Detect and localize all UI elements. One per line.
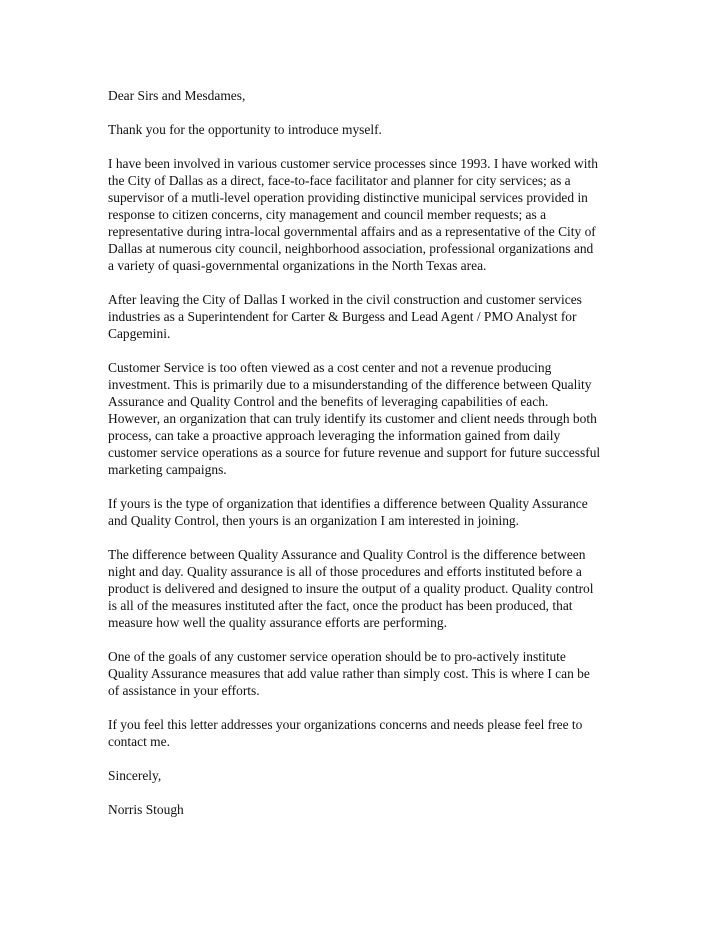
- intro-paragraph: Thank you for the opportunity to introduce myself.: [108, 122, 382, 137]
- customer-service-paragraph: Customer Service is too often viewed as a cost center and not a revenue producing investment. This is primarily due to a misunderstanding of the difference between Quality Assurance and Quality Control and the benefits of leveraging capabilities of each. However, an organization that can truly identify its customer and client needs through both process, can take a proactive approach leveraging the information gained from daily customer service operations as a source for future revenue and support for future successful marketing campaigns.: [108, 360, 601, 477]
- after-dallas-paragraph: After leaving the City of Dallas I worked in the civil construction and customer services industries as a Superintendent for Carter & Burgess and Lead Agent / PMO Analyst for Capgemini.: [108, 292, 582, 341]
- signature-name: Norris Stough: [108, 802, 184, 817]
- cover-letter: [108, 87, 626, 835]
- experience-paragraph: I have been involved in various customer service processes since 1993. I have worked with the City of Dallas as a direct, face-to-face facilitator and planner for city services; as a supervisor of a mutli-level operation providing distinctive municipal services provided in response to citizen concerns, city management and council member requests; as a representative during intra-local governmental affairs and as a representative of the City of Dallas at numerous city council, neighborhood association, professional organizations and a variety of quasi-governmental organizations in the North Texas area.: [108, 156, 598, 273]
- goals-paragraph: One of the goals of any customer service operation should be to pro-actively institute Quality Assurance measures that add value rather than simply cost. This is where I can be of assistance in your efforts.: [108, 649, 590, 698]
- if-yours-paragraph: If yours is the type of organization that identifies a difference between Quality Assurance and Quality Control, then yours is an organization I am interested in joining.: [108, 496, 588, 528]
- contact-paragraph: If you feel this letter addresses your organizations concerns and needs please feel free to contact me.: [108, 717, 583, 749]
- difference-paragraph: The difference between Quality Assurance and Quality Control is the difference between night and day. Quality assurance is all of those procedures and efforts instituted before a product is delivered and designed to insure the output of a quality product. Quality control is all of the measures instituted after the fact, once the product has been produced, that measure how well the quality assurance efforts are performing.: [108, 547, 594, 630]
- salutation: Dear Sirs and Mesdames,: [108, 88, 246, 103]
- closing: Sincerely,: [108, 768, 162, 783]
